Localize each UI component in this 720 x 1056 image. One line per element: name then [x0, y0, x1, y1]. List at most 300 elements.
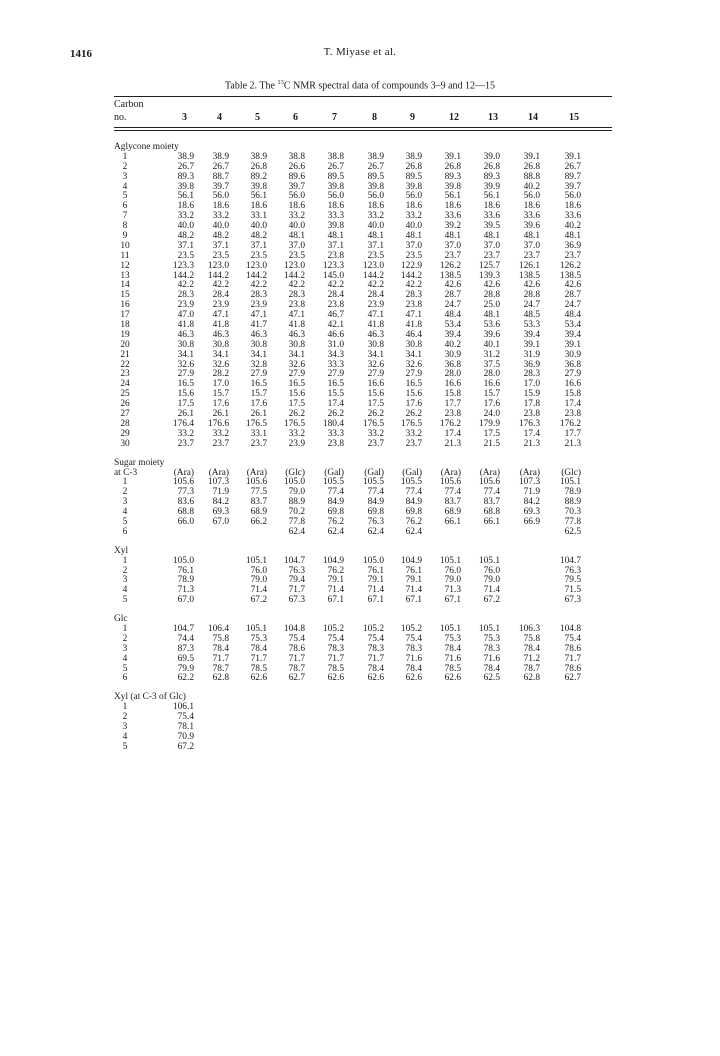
shift-value: 75.4: [367, 633, 384, 644]
shift-value: 62.7: [288, 673, 305, 684]
shift-value: 30.8: [367, 339, 384, 350]
shift-value: 33.2: [288, 211, 305, 222]
shift-value: 40.0: [367, 221, 384, 232]
shift-value: 67.3: [564, 595, 581, 606]
shift-value: 23.8: [327, 300, 344, 311]
shift-value: 16.5: [327, 379, 344, 390]
shift-value: 39.8: [327, 221, 344, 232]
shift-value: 78.4: [367, 663, 384, 674]
shift-value: 39.0: [483, 151, 500, 162]
table-row: [0, 508, 720, 518]
shift-value: 28.4: [327, 290, 344, 301]
carbon-number: 19: [120, 329, 130, 340]
running-head-text: T. Miyase et al.: [323, 46, 397, 58]
shift-value: 79.1: [367, 575, 384, 586]
shift-value: 123.0: [207, 260, 229, 271]
shift-value: 17.6: [250, 399, 267, 410]
table-row: [0, 321, 720, 331]
shift-value: 75.4: [405, 633, 422, 644]
shift-value: 40.2: [523, 181, 540, 192]
shift-value: 38.8: [288, 151, 305, 162]
shift-value: 28.0: [483, 369, 500, 380]
carbon-number: 10: [120, 240, 130, 251]
shift-value: 42.6: [483, 280, 500, 291]
shift-value: 75.4: [177, 712, 194, 723]
shift-value: 71.2: [523, 653, 540, 664]
shift-value: 66.9: [523, 516, 540, 527]
shift-value: 83.7: [483, 497, 500, 508]
shift-value: 37.0: [288, 240, 305, 251]
shift-value: 33.2: [405, 428, 422, 439]
shift-value: 28.3: [288, 290, 305, 301]
shift-value: 15.7: [483, 389, 500, 400]
carbon-number: 1: [122, 702, 128, 713]
shift-value: 56.1: [483, 191, 500, 202]
shift-value: 77.4: [483, 487, 500, 498]
shift-value: 34.1: [288, 349, 305, 360]
shift-value: 36.9: [523, 359, 540, 370]
header-compound: 3: [182, 112, 187, 123]
shift-value: 78.9: [177, 575, 194, 586]
shift-value: 62.6: [367, 673, 384, 684]
shift-value: 78.7: [523, 663, 540, 674]
shift-value: 67.1: [444, 595, 461, 606]
shift-value: 78.4: [250, 643, 267, 654]
shift-value: 78.3: [483, 643, 500, 654]
shift-value: 15.6: [405, 389, 422, 400]
shift-value: 17.5: [367, 399, 384, 410]
running-head: [0, 46, 720, 58]
shift-value: 71.7: [212, 653, 229, 664]
shift-value: 26.1: [177, 409, 194, 420]
shift-value: 17.5: [288, 399, 305, 410]
caption-superscript: 13: [277, 79, 284, 86]
carbon-number: 5: [122, 516, 128, 527]
shift-value: 67.0: [177, 595, 194, 606]
shift-value: 37.0: [523, 240, 540, 251]
carbon-number: 2: [122, 565, 128, 576]
shift-value: 33.2: [212, 428, 229, 439]
shift-value: 77.8: [288, 516, 305, 527]
shift-value: 76.3: [564, 565, 581, 576]
shift-value: 78.6: [288, 643, 305, 654]
shift-value: 48.2: [212, 231, 229, 242]
shift-value: 56.0: [212, 191, 229, 202]
shift-value: 34.1: [250, 349, 267, 360]
shift-value: 71.4: [250, 585, 267, 596]
shift-value: 77.4: [444, 487, 461, 498]
shift-value: 79.0: [444, 575, 461, 586]
shift-value: 84.9: [327, 497, 344, 508]
shift-value: 31.2: [483, 349, 500, 360]
shift-value: 42.6: [523, 280, 540, 291]
shift-value: 39.1: [444, 151, 461, 162]
shift-value: 16.6: [483, 379, 500, 390]
carbon-number: at C-3: [114, 467, 138, 478]
shift-value: 104.7: [283, 555, 305, 566]
shift-value: 88.8: [523, 171, 540, 182]
carbon-number: 25: [120, 389, 130, 400]
shift-value: 144.2: [172, 270, 194, 281]
shift-value: 34.3: [327, 349, 344, 360]
shift-value: 83.7: [250, 497, 267, 508]
shift-value: 17.6: [483, 399, 500, 410]
shift-value: 56.0: [564, 191, 581, 202]
shift-value: 78.3: [327, 643, 344, 654]
table-row: [0, 488, 720, 498]
shift-value: 105.6: [172, 477, 194, 488]
shift-value: 28.7: [564, 290, 581, 301]
shift-value: 24.0: [483, 409, 500, 420]
shift-value: 39.1: [564, 151, 581, 162]
shift-value: 23.7: [250, 438, 267, 449]
shift-value: 41.8: [367, 320, 384, 331]
shift-value: 31.0: [327, 339, 344, 350]
shift-value: 89.7: [564, 171, 581, 182]
shift-value: 46.7: [327, 310, 344, 321]
table-row: [0, 743, 720, 753]
shift-value: 46.4: [405, 329, 422, 340]
shift-value: 48.2: [177, 231, 194, 242]
shift-value: 66.0: [177, 516, 194, 527]
shift-value: 26.1: [250, 409, 267, 420]
table-row: [0, 272, 720, 282]
shift-value: 53.3: [523, 320, 540, 331]
shift-value: 56.1: [444, 191, 461, 202]
shift-value: 123.3: [322, 260, 344, 271]
shift-value: 138.5: [518, 270, 540, 281]
shift-value: 23.5: [367, 250, 384, 261]
shift-value: 78.6: [564, 663, 581, 674]
table-row: [0, 173, 720, 183]
shift-value: 105.0: [362, 555, 384, 566]
shift-value: 78.3: [367, 643, 384, 654]
shift-value: 33.6: [483, 211, 500, 222]
shift-value: 144.2: [245, 270, 267, 281]
carbon-number: 4: [122, 181, 128, 192]
shift-value: 42.2: [250, 280, 267, 291]
shift-value: 62.4: [405, 526, 422, 537]
shift-value: 26.8: [405, 161, 422, 172]
shift-value: 62.5: [564, 526, 581, 537]
table-row: [0, 596, 720, 606]
shift-value: 34.1: [212, 349, 229, 360]
shift-value: 105.6: [478, 477, 500, 488]
table-row: [0, 262, 720, 272]
shift-value: 30.8: [177, 339, 194, 350]
shift-value: 16.5: [405, 379, 422, 390]
shift-value: 71.7: [288, 585, 305, 596]
shift-value: 179.9: [478, 418, 500, 429]
header-rule: [114, 127, 612, 128]
shift-value: 33.1: [250, 428, 267, 439]
shift-value: 144.2: [207, 270, 229, 281]
shift-value: 39.8: [250, 181, 267, 192]
shift-value: 28.8: [483, 290, 500, 301]
shift-value: 71.9: [212, 487, 229, 498]
shift-value: 40.0: [212, 221, 229, 232]
table-row: [0, 703, 720, 713]
shift-value: 71.4: [327, 585, 344, 596]
shift-value: 33.2: [177, 211, 194, 222]
shift-value: 42.6: [444, 280, 461, 291]
shift-value: 40.1: [483, 339, 500, 350]
carbon-number: 14: [120, 280, 130, 291]
shift-value: 138.5: [559, 270, 581, 281]
shift-value: 180.4: [322, 418, 344, 429]
shift-value: 105.6: [439, 477, 461, 488]
shift-value: 28.3: [523, 369, 540, 380]
shift-value: 17.4: [327, 399, 344, 410]
header-compound: 13: [488, 112, 498, 123]
carbon-number: 2: [122, 712, 128, 723]
shift-value: 48.1: [288, 231, 305, 242]
shift-value: 77.5: [250, 487, 267, 498]
shift-value: 125.7: [478, 260, 500, 271]
shift-value: 28.2: [212, 369, 229, 380]
shift-value: 53.4: [564, 320, 581, 331]
shift-value: 56.0: [367, 191, 384, 202]
shift-value: 36.9: [564, 240, 581, 251]
carbon-number: 28: [120, 418, 130, 429]
shift-value: 39.8: [177, 181, 194, 192]
shift-value: 71.4: [483, 585, 500, 596]
shift-value: 78.1: [177, 721, 194, 732]
shift-value: 106.4: [207, 623, 229, 634]
shift-value: 75.4: [288, 633, 305, 644]
header-compound: 5: [255, 112, 260, 123]
shift-value: 18.6: [212, 201, 229, 212]
shift-value: 145.0: [322, 270, 344, 281]
shift-value: 39.4: [564, 329, 581, 340]
carbon-number: 27: [120, 409, 130, 420]
shift-value: 23.7: [483, 250, 500, 261]
shift-value: 75.8: [212, 633, 229, 644]
shift-value: 71.6: [444, 653, 461, 664]
shift-value: (Gal): [364, 467, 384, 478]
shift-value: 71.9: [523, 487, 540, 498]
carbon-number: 4: [122, 507, 128, 518]
shift-value: 23.7: [367, 438, 384, 449]
carbon-number: 20: [120, 339, 130, 350]
shift-value: 47.1: [288, 310, 305, 321]
shift-value: 69.5: [177, 653, 194, 664]
shift-value: 69.8: [367, 507, 384, 518]
shift-value: 42.2: [327, 280, 344, 291]
shift-value: 18.6: [564, 201, 581, 212]
shift-value: 37.0: [444, 240, 461, 251]
table-row: [0, 655, 720, 665]
shift-value: 39.4: [523, 329, 540, 340]
shift-value: 79.0: [250, 575, 267, 586]
table-row: [0, 291, 720, 301]
shift-value: 16.6: [367, 379, 384, 390]
carbon-number: 4: [122, 653, 128, 664]
section-gap: [0, 606, 720, 615]
shift-value: 76.2: [327, 516, 344, 527]
shift-value: 78.4: [523, 643, 540, 654]
shift-value: 71.6: [405, 653, 422, 664]
shift-value: 68.8: [177, 507, 194, 518]
carbon-number: 3: [122, 497, 128, 508]
shift-value: 47.1: [405, 310, 422, 321]
shift-value: (Ara): [479, 467, 500, 478]
shift-value: 46.3: [177, 329, 194, 340]
shift-value: 176.5: [362, 418, 384, 429]
shift-value: 16.5: [177, 379, 194, 390]
shift-value: 26.6: [288, 161, 305, 172]
shift-value: 79.0: [288, 487, 305, 498]
shift-value: 23.5: [250, 250, 267, 261]
shift-value: 18.6: [327, 201, 344, 212]
shift-value: 48.1: [327, 231, 344, 242]
shift-value: 126.2: [559, 260, 581, 271]
shift-value: 21.3: [564, 438, 581, 449]
table-row: [0, 252, 720, 262]
shift-value: 33.2: [405, 211, 422, 222]
shift-value: 18.6: [367, 201, 384, 212]
shift-value: 71.3: [444, 585, 461, 596]
table-row: [0, 635, 720, 645]
shift-value: 123.3: [172, 260, 194, 271]
table-row: [0, 674, 720, 684]
carbon-number: 24: [120, 379, 130, 390]
shift-value: 76.2: [327, 565, 344, 576]
shift-value: (Gal): [402, 467, 422, 478]
table-row: [0, 586, 720, 596]
section-heading: [0, 459, 720, 469]
table-row: [0, 478, 720, 488]
carbon-number: 11: [120, 250, 130, 261]
shift-value: 39.8: [444, 181, 461, 192]
shift-value: 23.8: [288, 300, 305, 311]
shift-value: 33.1: [250, 211, 267, 222]
shift-value: 36.8: [444, 359, 461, 370]
carbon-number: 30: [120, 438, 130, 449]
shift-value: 32.6: [367, 359, 384, 370]
shift-value: 27.9: [327, 369, 344, 380]
shift-value: 48.5: [523, 310, 540, 321]
shift-value: 62.6: [405, 673, 422, 684]
page-number: 1416: [70, 48, 92, 60]
shift-value: 76.1: [405, 565, 422, 576]
table-row: [0, 410, 720, 420]
header-compound: 14: [528, 112, 538, 123]
shift-value: 15.9: [523, 389, 540, 400]
section-heading: [0, 547, 720, 557]
shift-value: 88.9: [564, 497, 581, 508]
carbon-number: 17: [120, 310, 130, 321]
table-row: [0, 301, 720, 311]
shift-value: (Ara): [208, 467, 229, 478]
shift-value: 15.6: [288, 389, 305, 400]
shift-value: 27.9: [288, 369, 305, 380]
shift-value: 28.3: [405, 290, 422, 301]
shift-value: 39.8: [405, 181, 422, 192]
shift-value: 26.8: [444, 161, 461, 172]
shift-value: 39.1: [564, 339, 581, 350]
shift-value: 77.3: [177, 487, 194, 498]
shift-value: 28.0: [444, 369, 461, 380]
shift-value: 144.2: [362, 270, 384, 281]
shift-value: 83.7: [444, 497, 461, 508]
shift-value: 26.7: [564, 161, 581, 172]
shift-value: 176.2: [439, 418, 461, 429]
carbon-number: 5: [122, 595, 128, 606]
carbon-number: 6: [122, 201, 128, 212]
shift-value: 18.6: [444, 201, 461, 212]
shift-value: 56.0: [523, 191, 540, 202]
shift-value: 33.2: [177, 428, 194, 439]
shift-value: 79.5: [564, 575, 581, 586]
shift-value: 105.1: [439, 623, 461, 634]
shift-value: 104.9: [322, 555, 344, 566]
shift-value: 32.8: [250, 359, 267, 370]
shift-value: 48.1: [444, 231, 461, 242]
shift-value: 78.4: [444, 643, 461, 654]
shift-value: 26.2: [367, 409, 384, 420]
shift-value: 46.3: [367, 329, 384, 340]
shift-value: 42.2: [405, 280, 422, 291]
header-compound: 12: [449, 112, 459, 123]
shift-value: 144.2: [400, 270, 422, 281]
carbon-number: 18: [120, 320, 130, 331]
shift-value: 41.8: [177, 320, 194, 331]
shift-value: 79.4: [288, 575, 305, 586]
shift-value: 23.8: [327, 438, 344, 449]
shift-value: 39.7: [288, 181, 305, 192]
caption-prefix: Table 2. The: [224, 80, 278, 92]
shift-value: 23.5: [177, 250, 194, 261]
shift-value: 71.7: [327, 653, 344, 664]
table-row: [0, 420, 720, 430]
shift-value: 15.6: [177, 389, 194, 400]
shift-value: 26.2: [327, 409, 344, 420]
table-row: [0, 645, 720, 655]
shift-value: 28.4: [212, 290, 229, 301]
carbon-number: 15: [120, 290, 130, 301]
shift-value: 39.7: [212, 181, 229, 192]
header-compound: 7: [332, 112, 337, 123]
header-rule-2: [114, 130, 612, 131]
shift-value: 26.7: [327, 161, 344, 172]
shift-value: 38.9: [250, 151, 267, 162]
shift-value: 37.1: [212, 240, 229, 251]
shift-value: 39.8: [327, 181, 344, 192]
shift-value: 105.0: [283, 477, 305, 488]
shift-value: 77.4: [405, 487, 422, 498]
shift-value: 68.9: [444, 507, 461, 518]
shift-value: 33.2: [212, 211, 229, 222]
shift-value: 56.0: [288, 191, 305, 202]
shift-value: 33.3: [327, 359, 344, 370]
shift-value: 39.4: [444, 329, 461, 340]
shift-value: 62.6: [250, 673, 267, 684]
shift-value: 76.1: [177, 565, 194, 576]
shift-value: 71.7: [367, 653, 384, 664]
shift-value: 56.1: [250, 191, 267, 202]
shift-value: 78.4: [483, 663, 500, 674]
shift-value: 122.9: [400, 260, 422, 271]
shift-value: 123.0: [283, 260, 305, 271]
shift-value: 67.1: [327, 595, 344, 606]
carbon-number: 4: [122, 585, 128, 596]
table-row: [0, 498, 720, 508]
shift-value: 21.3: [523, 438, 540, 449]
table-row: [0, 380, 720, 390]
carbon-number: 1: [122, 555, 128, 566]
carbon-number: 2: [122, 487, 128, 498]
